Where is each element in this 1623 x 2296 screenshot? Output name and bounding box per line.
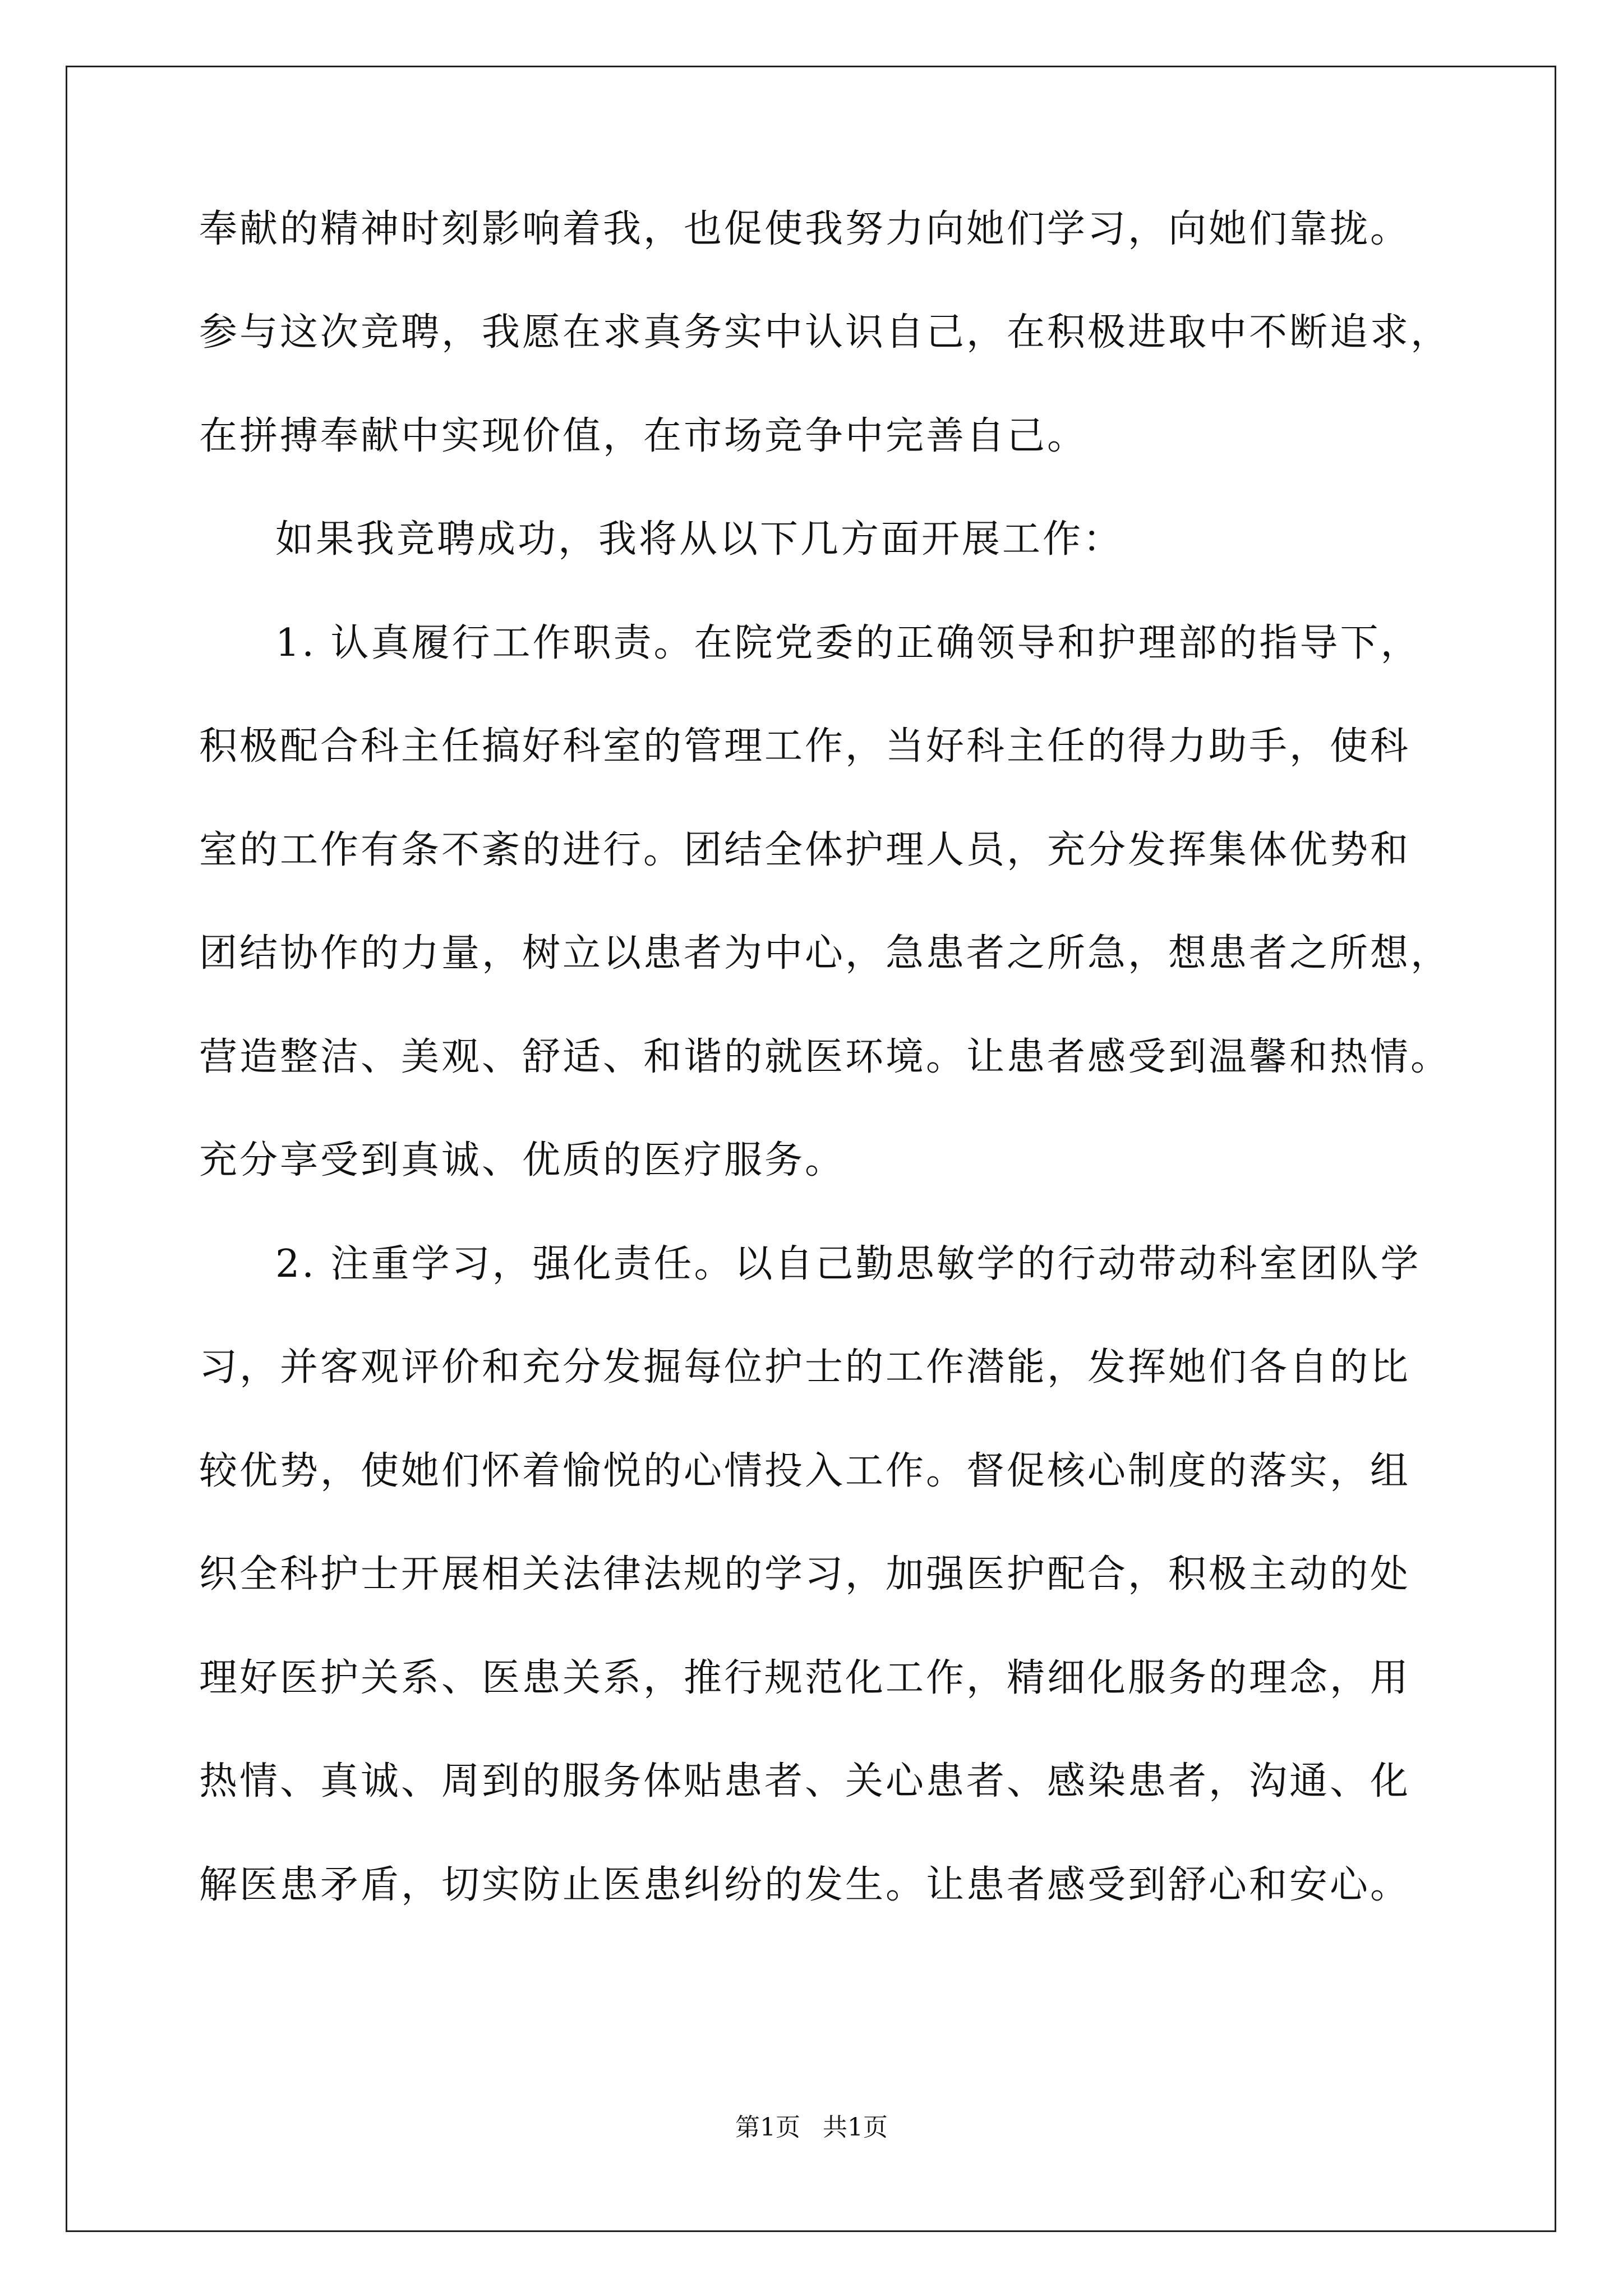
- text-line: 较优势，使她们怀着愉悦的心情投入工作。督促核心制度的落实，组: [199, 1449, 1411, 1493]
- page-footer: [0, 2112, 1623, 2143]
- text-line: 营造整洁、美观、舒适、和谐的就医环境。让患者感受到温馨和热情。: [199, 1035, 1451, 1079]
- text-line: 室的工作有条不紊的进行。团结全体护理人员，充分发挥集体优势和: [199, 828, 1411, 872]
- text-line: 奉献的精神时刻影响着我，也促使我努力向她们学习，向她们靠拢。: [199, 207, 1411, 251]
- text-line: 参与这次竞聘，我愿在求真务实中认识自己，在积极进取中不断追求，: [199, 310, 1451, 355]
- text-line: 充分享受到真诚、优质的医疗服务。: [199, 1138, 846, 1182]
- page-number: 第1页: [735, 2113, 800, 2142]
- page-total: 共1页: [823, 2113, 888, 2142]
- text-line: 习，并客观评价和充分发掘每位护士的工作潜能，发挥她们各自的比: [199, 1345, 1411, 1389]
- text-line: 理好医护关系、医患关系，推行规范化工作，精细化服务的理念，用: [199, 1656, 1411, 1700]
- text-line: 解医患矛盾，切实防止医患纠纷的发生。让患者感受到舒心和安心。: [199, 1863, 1411, 1907]
- text-line: 在拼搏奉献中实现价值，在市场竞争中完善自己。: [199, 414, 1088, 458]
- text-line: 团结协作的力量，树立以患者为中心，急患者之所急，想患者之所想，: [199, 931, 1451, 976]
- text-line: 热情、真诚、周到的服务体贴患者、关心患者、感染患者，沟通、化: [199, 1759, 1411, 1803]
- text-line: 积极配合科主任搞好科室的管理工作，当好科主任的得力助手，使科: [199, 724, 1411, 769]
- text-line: 织全科护士开展相关法律法规的学习，加强医护配合，积极主动的处: [199, 1552, 1411, 1596]
- paragraph-start-line: 1. 认真履行工作职责。在院党委的正确领导和护理部的指导下，: [275, 621, 1421, 665]
- paragraph-start-line: 2. 注重学习，强化责任。以自己勤思敏学的行动带动科室团队学: [275, 1242, 1421, 1286]
- paragraph-start-line: 如果我竞聘成功，我将从以下几方面开展工作：: [275, 517, 1124, 562]
